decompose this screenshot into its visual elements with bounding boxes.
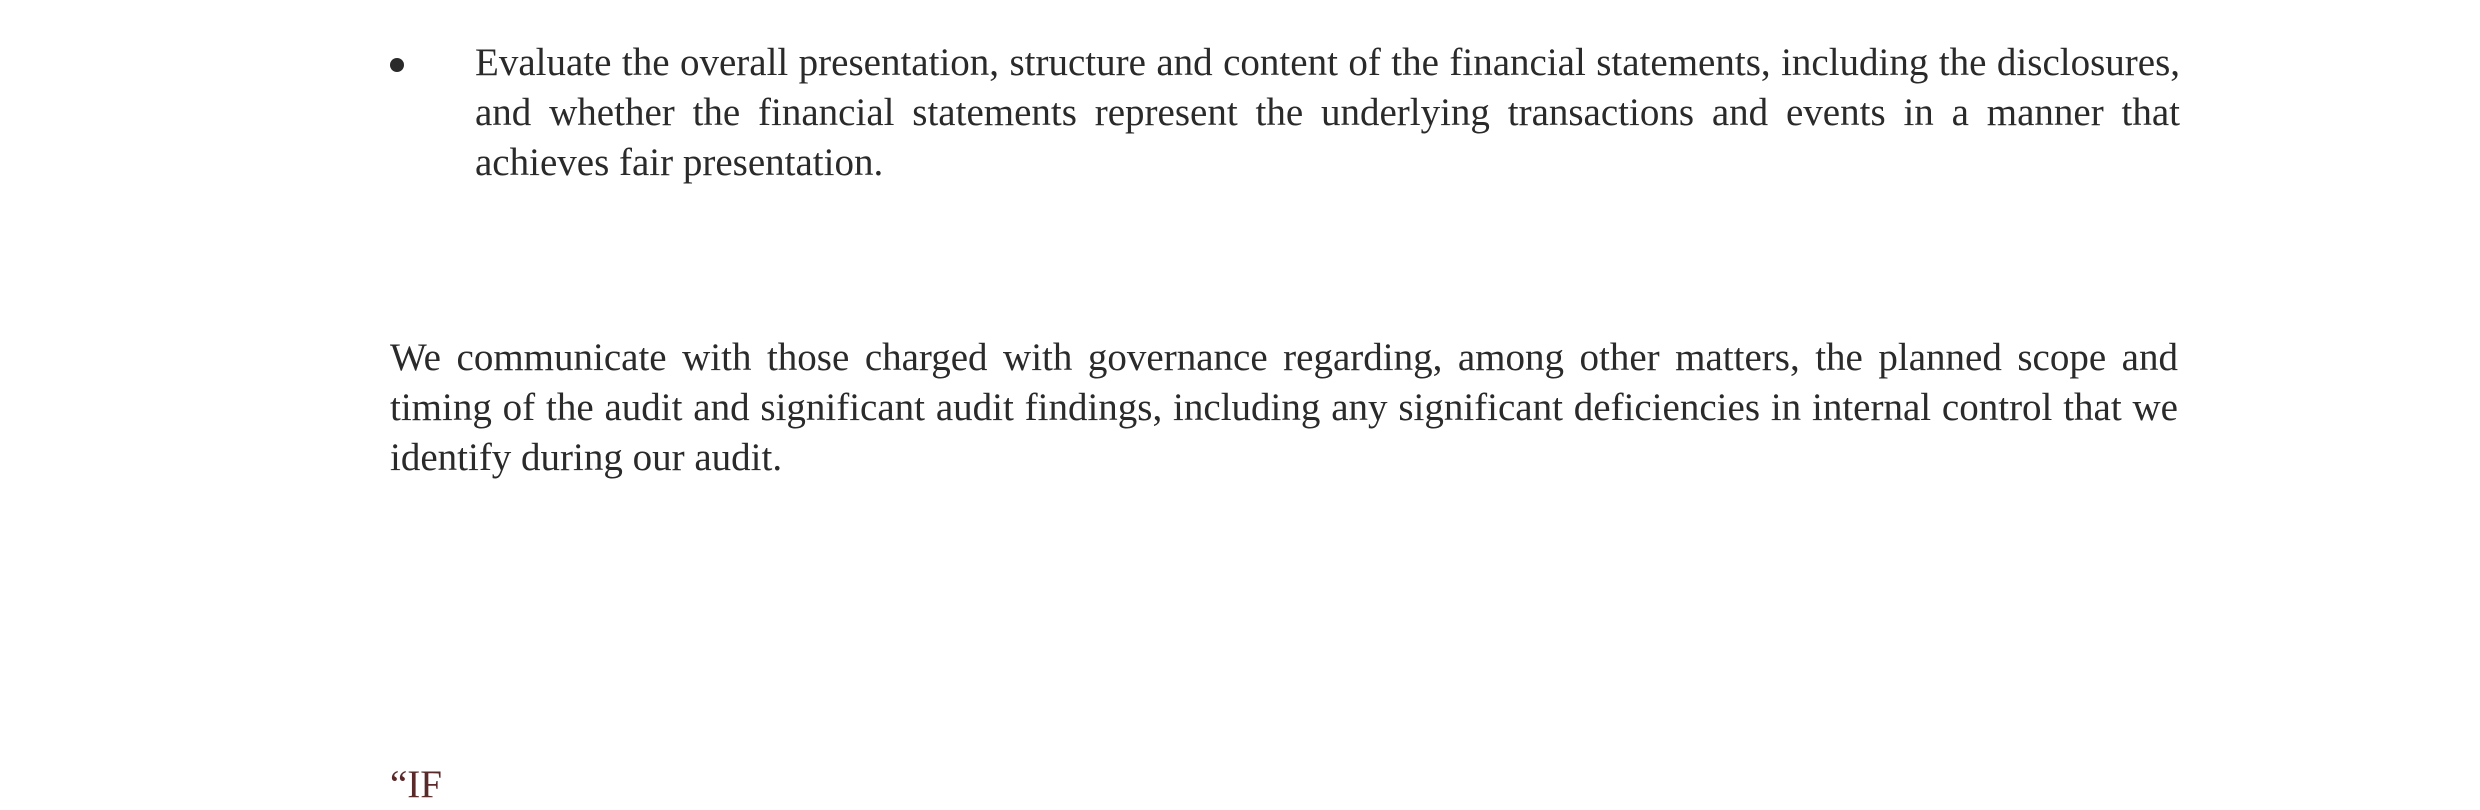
bullet-list-item (390, 38, 2180, 188)
body-paragraph: We communicate with those charged with governance regarding, among other matters, the planned scope and timing of the audit and significant audit findings, including any significant deficiencies in internal control that we identify during our audit. (390, 336, 2178, 479)
bullet-dot-icon (390, 58, 404, 72)
bullet-item-text: Evaluate the overall presentation, structure and content of the financial statements, including the disclosures, and whether the financial statements represent the underlying transactions and events in a manner that achieves fair presentation. (475, 41, 2180, 184)
cutoff-heading-text: “IF (390, 763, 442, 806)
